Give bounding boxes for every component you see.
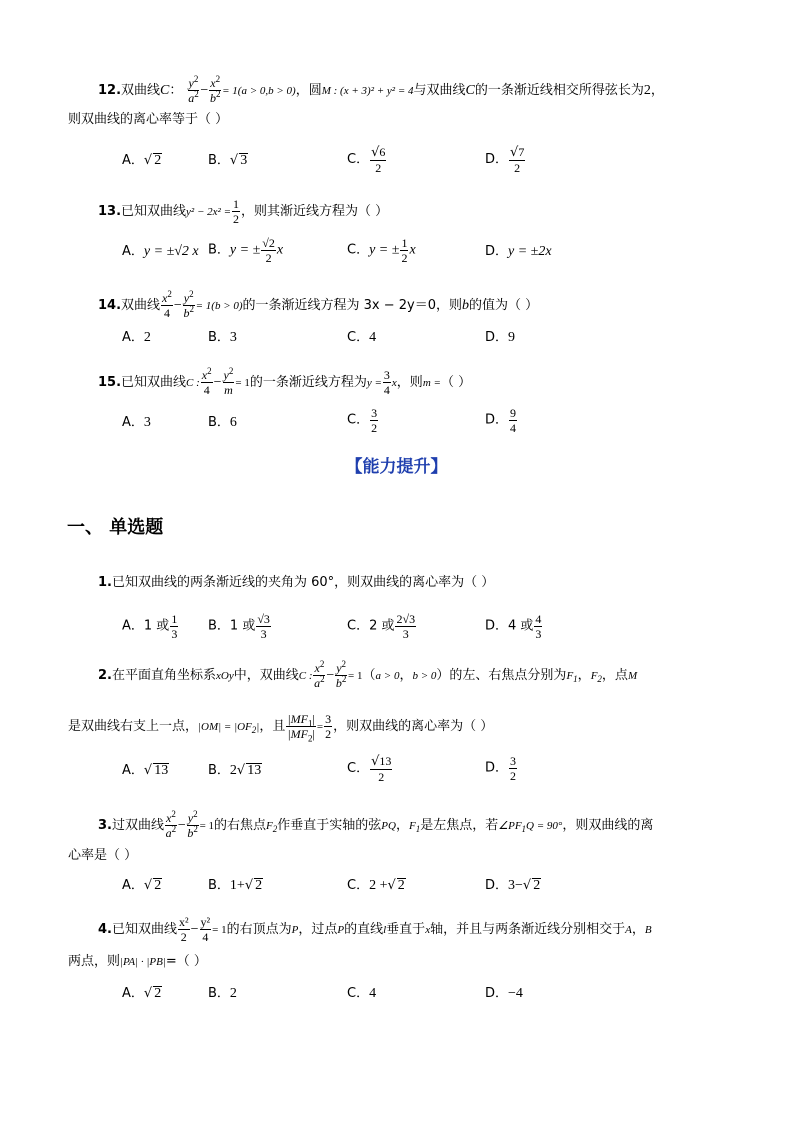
p3-stem-c: 作垂直于实轴的弦 — [277, 818, 382, 833]
q15-option-c-den: 2 — [371, 421, 378, 435]
q12-frac-x: $\frac{x^2}{b^2}$ — [209, 74, 221, 105]
q12-condition: = 1(a > 0,b > 0) — [222, 85, 296, 97]
q13-option-a-value: y = ±√2 x — [143, 244, 199, 259]
p3-eq: = 1 — [199, 820, 215, 832]
option-label: C． — [347, 986, 370, 1001]
p2-eq32: = — [316, 721, 324, 733]
p2-stem-g: ，点 — [601, 668, 628, 683]
p2-line2-b: ，且 — [259, 719, 286, 734]
q15-option-d-num: 9 — [510, 406, 517, 420]
p2-eq: = 1 — [348, 670, 363, 682]
p2-line2-a: 是双曲线右支上一点， — [68, 719, 199, 734]
q12-option-c-num: 6 — [379, 145, 386, 159]
p2-option-d[interactable] — [485, 754, 518, 783]
p3-option-c-value: 2 — [397, 878, 405, 893]
p4-line2-b: =（ ） — [165, 954, 207, 969]
q13-option-b[interactable] — [208, 236, 283, 265]
q15-asym: y = — [366, 377, 382, 389]
q14-b: b — [462, 298, 470, 313]
q13-option-c[interactable] — [347, 236, 416, 265]
q12-chord: 2 — [643, 83, 651, 98]
q14-condition: = 1(b > 0) — [195, 300, 243, 312]
p4-stem-f: 轴，并且与两条渐近线分别相交于 — [430, 922, 626, 937]
q14-number: 14. — [98, 298, 122, 313]
q14-option-c[interactable] — [347, 329, 376, 347]
p4-option-a-value: 2 — [154, 986, 162, 1001]
option-label: D． — [485, 244, 509, 259]
p4-stem-e: 垂直于 — [386, 922, 426, 937]
q15-option-a-value: 3 — [143, 415, 151, 430]
p2-option-b-value: 13 — [247, 763, 262, 778]
p2-xoy: xOy — [216, 670, 234, 682]
p4-option-c-value: 4 — [369, 986, 377, 1001]
p3-option-b-pre: 1+ — [229, 878, 245, 893]
p2-option-a[interactable]: A．√ 13 — [122, 763, 169, 778]
p4-stem-b: 的右顶点为 — [226, 922, 292, 937]
q14-stem-c: 的值为（ ） — [469, 298, 539, 313]
q12-option-d-num: 7 — [518, 145, 525, 159]
p3-f1: $F_1$ — [408, 820, 421, 835]
p4-x: x — [425, 924, 431, 936]
option-label: A． — [122, 763, 144, 778]
p2-option-b[interactable]: B．2√ 13 — [208, 763, 262, 778]
q14-stem-b: 的一条渐近线方程为 3x − 2y＝0，则 — [242, 298, 463, 313]
p1-number: 1. — [98, 575, 112, 590]
option-label: B． — [208, 242, 230, 258]
p1-option-c-num: 2√3 — [396, 612, 416, 626]
q15-curve: C : — [186, 377, 200, 389]
p4-eq: = 1 — [212, 924, 227, 936]
section-title: 一、 单选题 — [67, 517, 164, 538]
p2-option-d-den: 2 — [510, 769, 517, 783]
p2-option-d-num: 3 — [510, 754, 517, 768]
q12-number: 12. — [98, 83, 122, 98]
q12-line1: 12.双曲线C： $\frac{y^2}{a^2}$ − $\frac{x^2}{b^2}$ = 1(a > 0,b > 0)，圆M : (x + 3)² + y² = 4与双曲线C的一条渐近线相交所得弦长为2， — [98, 74, 664, 105]
option-label: B． — [208, 415, 230, 430]
option-label: D． — [485, 878, 509, 893]
option-label: D． — [485, 760, 509, 776]
p1-option-a-num: 1 — [171, 612, 178, 626]
p3-stem-f: ，则双曲线的离 — [562, 818, 654, 833]
p2-f2: $F_2$ — [590, 670, 602, 685]
p4-line2-a: 两点，则 — [68, 954, 121, 969]
q15-asym-num: 3 — [383, 368, 390, 382]
q14-option-a-value: 2 — [143, 330, 151, 345]
q13-stem-a: 已知双曲线 — [121, 204, 187, 219]
p4-b: B — [644, 924, 652, 936]
p3-f2: $F_2$ — [266, 820, 278, 835]
q15-option-d-den: 4 — [510, 421, 517, 435]
q13-option-b-post: x — [276, 242, 284, 258]
option-label: C． — [347, 330, 370, 345]
p1-option-b-den: 3 — [260, 627, 267, 641]
q12-stem-d: 的一条渐近线相交所得弦长为 — [474, 83, 644, 98]
p1-option-a-den: 3 — [171, 627, 178, 641]
q15-stem-a: 已知双曲线 — [121, 375, 187, 390]
option-label: D． — [485, 330, 509, 345]
p1-option-c-pre: 2 或 — [369, 618, 395, 634]
q13-option-b-num: √2 — [262, 236, 275, 250]
option-label: D． — [485, 618, 509, 634]
q13-option-c-post: x — [409, 242, 416, 258]
q13-equation: y² − 2x² = — [186, 206, 232, 218]
q14-option-c-value: 4 — [369, 330, 377, 345]
option-label: A． — [122, 415, 144, 430]
p1-option-d-den: 3 — [535, 627, 542, 641]
q15-option-c[interactable] — [347, 406, 379, 435]
p3-line2: 心率是（ ） — [68, 848, 138, 863]
q15-stem-b: 的一条渐近线方程为 — [249, 375, 367, 390]
p2-option-a-value: 13 — [154, 763, 169, 778]
q14-stem-a: 双曲线 — [121, 298, 161, 313]
p4-option-b-value: 2 — [229, 986, 237, 1001]
p1-option-d-pre: 4 或 — [508, 618, 534, 634]
q15-stem-c: ，则 — [396, 375, 423, 390]
p1-option-c-den: 3 — [402, 627, 409, 641]
p4-p: P — [291, 924, 299, 936]
p4-stem-c: ，过点 — [298, 922, 338, 937]
p4-a-num: x² — [179, 915, 189, 929]
q12-circle: M : (x + 3)² + y² = 4 — [321, 85, 414, 97]
q15-number: 15. — [98, 375, 122, 390]
p4-option-b[interactable] — [208, 985, 237, 1003]
p4-stem-d: 的直线 — [344, 922, 384, 937]
p2-line1: 2.在平面直角坐标系xOy中，双曲线C : $\frac{x^2}{a^2}$ − $\frac{y^2}{b^2}$ = 1（a > 0，b > 0）的左、右焦点分别为$F_1$，$F_2$，点M — [98, 659, 638, 690]
option-label: A． — [122, 618, 144, 634]
p2-stem-d: ， — [399, 668, 413, 683]
q15-m: m = — [422, 377, 441, 389]
p2-option-c-num: 13 — [379, 754, 392, 768]
p1-stem: 已知双曲线的两条渐近线的夹角为 60°，则双曲线的离心率为（ ） — [111, 575, 495, 590]
p4-number: 4. — [98, 922, 112, 937]
q15-option-b[interactable] — [208, 414, 237, 432]
q13-option-a[interactable] — [122, 243, 199, 261]
q12-stem-b: ，圆 — [295, 83, 322, 98]
q12-stem-c: 与双曲线 — [413, 83, 466, 98]
p4-b-den: 4 — [202, 930, 209, 944]
option-label: C． — [347, 618, 370, 634]
option-label: D． — [485, 152, 509, 168]
p4-option-c[interactable] — [347, 985, 376, 1003]
p2-curve: C : — [298, 670, 313, 682]
option-label: B． — [208, 878, 230, 893]
p3-option-b[interactable]: B．1+√ 2 — [208, 878, 263, 893]
option-label: B． — [208, 618, 230, 634]
p4-line2 — [68, 954, 207, 970]
p2-abs: $|OM| = |OF_2|$ — [198, 721, 260, 736]
option-label: C． — [347, 242, 370, 258]
option-label: C． — [347, 152, 370, 168]
q14-option-d-value: 9 — [508, 330, 516, 345]
p2-f1: $F_1$ — [566, 670, 578, 685]
q12-stem-a: 双曲线 — [121, 83, 161, 98]
p1-option-d[interactable] — [485, 612, 543, 641]
p3-pq: PQ — [381, 820, 396, 832]
q15-stem-d: （ ） — [440, 375, 472, 390]
p4-option-a[interactable]: A．√ 2 — [122, 986, 162, 1001]
p2-r-den: 2 — [325, 727, 332, 741]
q12-option-b-value: 3 — [240, 153, 248, 168]
p3-option-d[interactable]: D．3−√ 2 — [485, 878, 541, 893]
q13-option-c-num: 1 — [401, 236, 408, 250]
p3-angle: $\angle PF_1Q = 90^\circ$ — [498, 820, 563, 835]
q13-line1 — [98, 197, 388, 226]
option-label: A． — [122, 878, 144, 893]
option-label: C． — [347, 761, 370, 777]
p1-option-b[interactable] — [208, 612, 272, 641]
q15-option-d[interactable] — [485, 406, 518, 435]
p1-option-b-pre: 1 或 — [229, 618, 256, 634]
q14-line1: 14.双曲线 $\frac{x^2}{4}$ − $\frac{y^2}{b^2}$ = 1(b > 0)的一条渐近线方程为 3x − 2y＝0，则b的值为（ ） — [98, 289, 539, 320]
p4-p2: P — [337, 924, 345, 936]
q13-option-d[interactable] — [485, 243, 552, 261]
q15-asym-den: 4 — [383, 383, 390, 397]
p1-option-d-num: 4 — [535, 612, 542, 626]
p2-stem-b: 中，双曲线 — [233, 668, 299, 683]
p4-option-d[interactable] — [485, 985, 523, 1003]
q12-stem-e: ， — [650, 83, 664, 98]
p2-cond: a > 0 — [375, 670, 400, 682]
q13-option-d-value: y = ±2x — [508, 244, 552, 259]
q12-option-a[interactable]: A．√ 2 — [122, 153, 162, 168]
p4-option-d-value: −4 — [508, 986, 523, 1001]
q15-eq: = 1 — [235, 377, 250, 389]
option-label: B． — [208, 330, 230, 345]
q12-option-a-value: 2 — [154, 153, 162, 168]
option-label: C． — [347, 878, 370, 893]
p2-ratio-den: |MF — [287, 727, 308, 741]
p2-option-c[interactable]: C． $\frac{√13}{2}$ — [347, 754, 392, 784]
q12-curve-name: C — [160, 83, 170, 98]
p3-option-c[interactable]: C．2 +√ 2 — [347, 878, 405, 893]
p1-option-a-pre: 1 或 — [143, 618, 170, 634]
p4-b-num: y² — [200, 915, 211, 929]
q12-curve-name-2: C — [465, 83, 475, 98]
option-label: A． — [122, 244, 144, 259]
p3-number: 3. — [98, 818, 112, 833]
option-label: A． — [122, 330, 144, 345]
q13-option-c-pre: y = ± — [369, 242, 400, 258]
p3-option-a-value: 2 — [154, 878, 162, 893]
q15-option-a[interactable] — [122, 414, 151, 432]
q13-option-c-den: 2 — [401, 251, 408, 265]
p2-stem-a: 在平面直角坐标系 — [111, 668, 216, 683]
p3-stem-b: 的右焦点 — [214, 818, 267, 833]
p4-comma: ， — [631, 922, 645, 937]
p1-option-b-num: √3 — [257, 612, 270, 626]
q12-option-d[interactable]: D． $\frac{√7}{2}$ — [485, 145, 525, 175]
option-label: A． — [122, 986, 144, 1001]
q13-option-b-den: 2 — [265, 251, 272, 265]
p4-stem-a: 已知双曲线 — [111, 922, 177, 937]
q12-option-b[interactable]: B．√ 3 — [208, 153, 248, 168]
q14-option-a[interactable] — [122, 329, 151, 347]
p4-product: |PA| · |PB| — [120, 956, 166, 968]
q14-option-b[interactable] — [208, 329, 237, 347]
option-label: B． — [208, 763, 230, 778]
p2-option-c-den: 2 — [378, 770, 385, 784]
p3-stem-a: 过双曲线 — [111, 818, 164, 833]
p2-stem-e: ）的左、右焦点分别为 — [436, 668, 567, 683]
q14-option-b-value: 3 — [229, 330, 237, 345]
p4-a-den: 2 — [180, 930, 187, 944]
p4-a: A — [625, 924, 632, 936]
p3-line1: 3.过双曲线 $\frac{x^2}{a^2}$ − $\frac{y^2}{b^2}$ = 1的右焦点$F_2$作垂直于实轴的弦PQ，$F_1$是左焦点，若$\angle PF_1Q = 90^\circ$，则双曲线的离 — [98, 809, 654, 840]
p3-option-d-pre: 3− — [508, 878, 523, 893]
option-label: D． — [485, 986, 509, 1001]
q12-line2: 则双曲线的离心率等于（ ） — [68, 112, 229, 127]
p3-option-d-value: 2 — [533, 878, 541, 893]
option-label: B． — [208, 153, 230, 168]
p2-m: M — [627, 670, 638, 682]
q12-option-c[interactable]: C． $\frac{√6}{2}$ — [347, 145, 386, 175]
p1-option-a[interactable] — [122, 612, 179, 641]
q12-option-d-den: 2 — [514, 161, 521, 175]
option-label: B． — [208, 986, 230, 1001]
q15-asym-x: x — [391, 377, 397, 389]
option-label: D． — [485, 412, 509, 428]
p4-l: l — [383, 924, 387, 936]
p2-r-num: 3 — [325, 712, 332, 726]
q14-option-d[interactable] — [485, 329, 515, 347]
p2-stem-c: （ — [362, 668, 376, 683]
p3-stem-d: ， — [395, 818, 409, 833]
q13-frac-num: 1 — [233, 197, 240, 211]
q12-option-c-den: 2 — [375, 161, 382, 175]
p2-cond2: b > 0 — [412, 670, 437, 682]
p2-option-b-pre: 2 — [229, 763, 237, 778]
option-label: A． — [122, 153, 144, 168]
p4-line1: 4.已知双曲线 $\frac{\text{x²}}{2}$ − $\frac{\text{y²}}{4}$ = 1的右顶点为P，过点P的直线l垂直于x轴，并且与两条渐近线分别相交于A，B — [98, 915, 652, 944]
q13-frac-den: 2 — [233, 212, 240, 226]
q15-line1: 15.已知双曲线C : $\frac{x^2}{4}$ − $\frac{y^2}{m}$ = 1的一条渐近线方程为y = $\frac{3}{4}$ x，则m =（ ） — [98, 366, 472, 397]
p3-stem-e: 是左焦点，若 — [420, 818, 499, 833]
p2-stem-f: ， — [577, 668, 591, 683]
q15-option-c-num: 3 — [371, 406, 378, 420]
p3-option-b-value: 2 — [255, 878, 263, 893]
p2-line2: 是双曲线右支上一点，$|OM| = |OF_2|$，且 $\frac{|MF_1|}{|MF_2|}$ = $\frac{3}{2}$ ，则双曲线的离心率为（ ） — [68, 712, 494, 744]
q13-option-b-pre: y = ± — [229, 242, 261, 258]
p2-ratio-num: |MF — [287, 712, 308, 726]
q15-option-b-value: 6 — [229, 415, 237, 430]
p3-option-c-pre: 2 + — [369, 878, 388, 893]
p2-number: 2. — [98, 668, 112, 683]
p2-line2-c: ，则双曲线的离心率为（ ） — [333, 719, 494, 734]
q13-stem-b: ，则其渐近线方程为（ ） — [241, 204, 389, 219]
p1-line1 — [98, 575, 494, 591]
option-label: C． — [347, 412, 370, 428]
q12-frac-y: $\frac{y^2}{a^2}$ — [188, 74, 199, 105]
p1-option-c[interactable] — [347, 612, 417, 641]
q13-number: 13. — [98, 204, 122, 219]
section-banner: 【能力提升】 — [345, 457, 448, 477]
p3-option-a[interactable]: A．√ 2 — [122, 878, 162, 893]
